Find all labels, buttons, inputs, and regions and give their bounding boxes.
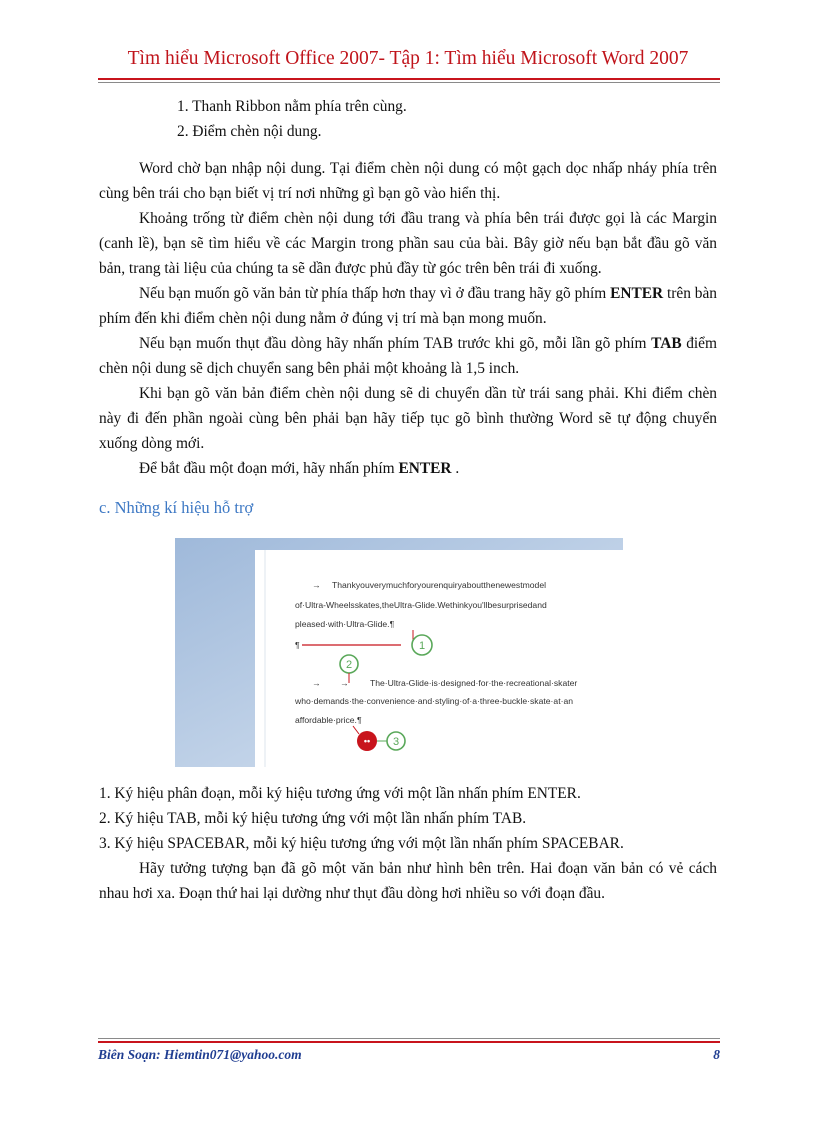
document-body: [99, 94, 717, 906]
tab-arrow-mark: →: [312, 580, 321, 590]
page-number: 8: [713, 1047, 720, 1062]
paragraph-enter-key: Nếu bạn muốn gõ văn bản từ phía thấp hơn thay vì ở đầu trang hãy gõ phím ENTER trên bàn phím đến khi điểm chèn nội dung nằm ở đúng vị trí mà bạn mong muốn.: [99, 285, 717, 327]
figure-text-line: Thankyouverymuchforyourenquiryaboutthenewestmodel: [332, 580, 547, 590]
paragraph-insertion-point: Word chờ bạn nhập nội dung. Tại điểm chèn nội dung có một gạch dọc nhấp nháy phía trên cùng bên trái cho bạn biết vị trí nơi những gì bạn gõ vào hiển thị.: [99, 160, 717, 202]
figure-text-line: affordable·price.¶: [295, 715, 362, 725]
formatting-marks-screenshot: [175, 538, 623, 767]
footer-rule-gray: [98, 1038, 720, 1039]
section-heading: c. Những kí hiệu hỗ trợ: [99, 498, 254, 517]
callout-1-number: 1: [418, 640, 426, 652]
symbol-note: 1. Ký hiệu phân đoạn, mỗi ký hiệu tương ứng với một lần nhấn phím ENTER.: [99, 785, 581, 802]
formatting-marks-figure: [175, 538, 623, 767]
header-rule-gray: [98, 82, 720, 83]
paragraph-tab-key: Nếu bạn muốn thụt đầu dòng hãy nhấn phím TAB trước khi gõ, mỗi lần gõ phím TAB điểm chèn nội dung sẽ dịch chuyển sang bên phải một khoảng là 1,5 inch.: [99, 335, 717, 377]
intro-list-item: 1. Thanh Ribbon nằm phía trên cùng.: [177, 98, 407, 115]
pilcrow-mark: ¶: [295, 640, 300, 650]
figure-text-line: who·demands·the·convenience·and·styling·of·a·three-buckle·skate·at·an: [295, 696, 574, 706]
callout-2-number: 2: [345, 659, 353, 671]
symbol-notes-list: [99, 781, 717, 856]
tab-arrow-mark: →: [340, 678, 349, 688]
paragraph-word-wrap: Khi bạn gõ văn bản điểm chèn nội dung sẽ di chuyển dần từ trái sang phải. Khi điểm chèn này đi đến phần ngoài cùng bên phải bạn hãy tiếp tục gõ bình thường Word sẽ tự động chuyển xuống dòng mới.: [99, 385, 717, 452]
symbol-note: 2. Ký hiệu TAB, mỗi ký hiệu tương ứng với một lần nhấn phím TAB.: [99, 810, 527, 827]
tab-arrow-mark: →: [312, 678, 321, 688]
symbol-note: 3. Ký hiệu SPACEBAR, mỗi ký hiệu tương ứng với một lần nhấn phím SPACEBAR.: [99, 835, 624, 852]
footer-author: Biên Soạn: Hiemtin071@yahoo.com: [98, 1047, 302, 1062]
footer-rule-red: [98, 1041, 720, 1043]
paragraph-margins: Khoảng trống từ điểm chèn nội dung tới đầu trang và phía bên trái được gọi là các Margin (canh lề), bạn sẽ tìm hiểu về các Margin trong phần sau của bài. Bây giờ nếu bạn bắt đầu gõ văn bản, trang tài liệu của chúng ta sẽ dần được phủ đầy từ góc trên bên trái đi xuống.: [99, 210, 717, 277]
spacebar-dots: ••: [363, 736, 371, 746]
paragraph-new-paragraph: Để bắt đầu một đoạn mới, hãy nhấn phím ENTER .: [139, 460, 460, 477]
header-rule-red: [98, 78, 720, 80]
figure-text-line: The·Ultra-Glide·is·designed·for·the·recreational·skater: [370, 678, 578, 688]
closing-paragraph: Hãy tưởng tượng bạn đã gõ một văn bản như hình bên trên. Hai đoạn văn bản có vẻ cách nhau hơi xa. Đoạn thứ hai lại dường như thụt đầu dòng hơi nhiều so với đoạn đầu.: [99, 860, 717, 902]
figure-text-line: pleased·with·Ultra-Glide.¶: [295, 619, 395, 629]
page-header-title: Tìm hiểu Microsoft Office 2007- Tập 1: Tìm hiểu Microsoft Word 2007: [127, 48, 689, 69]
callout-3-number: 3: [392, 736, 400, 748]
intro-list-item: 2. Điểm chèn nội dung.: [177, 123, 322, 140]
figure-text-line: of·Ultra-Wheelsskates,theUltra-Glide.Wethinkyou'llbesurprisedand: [295, 600, 547, 610]
